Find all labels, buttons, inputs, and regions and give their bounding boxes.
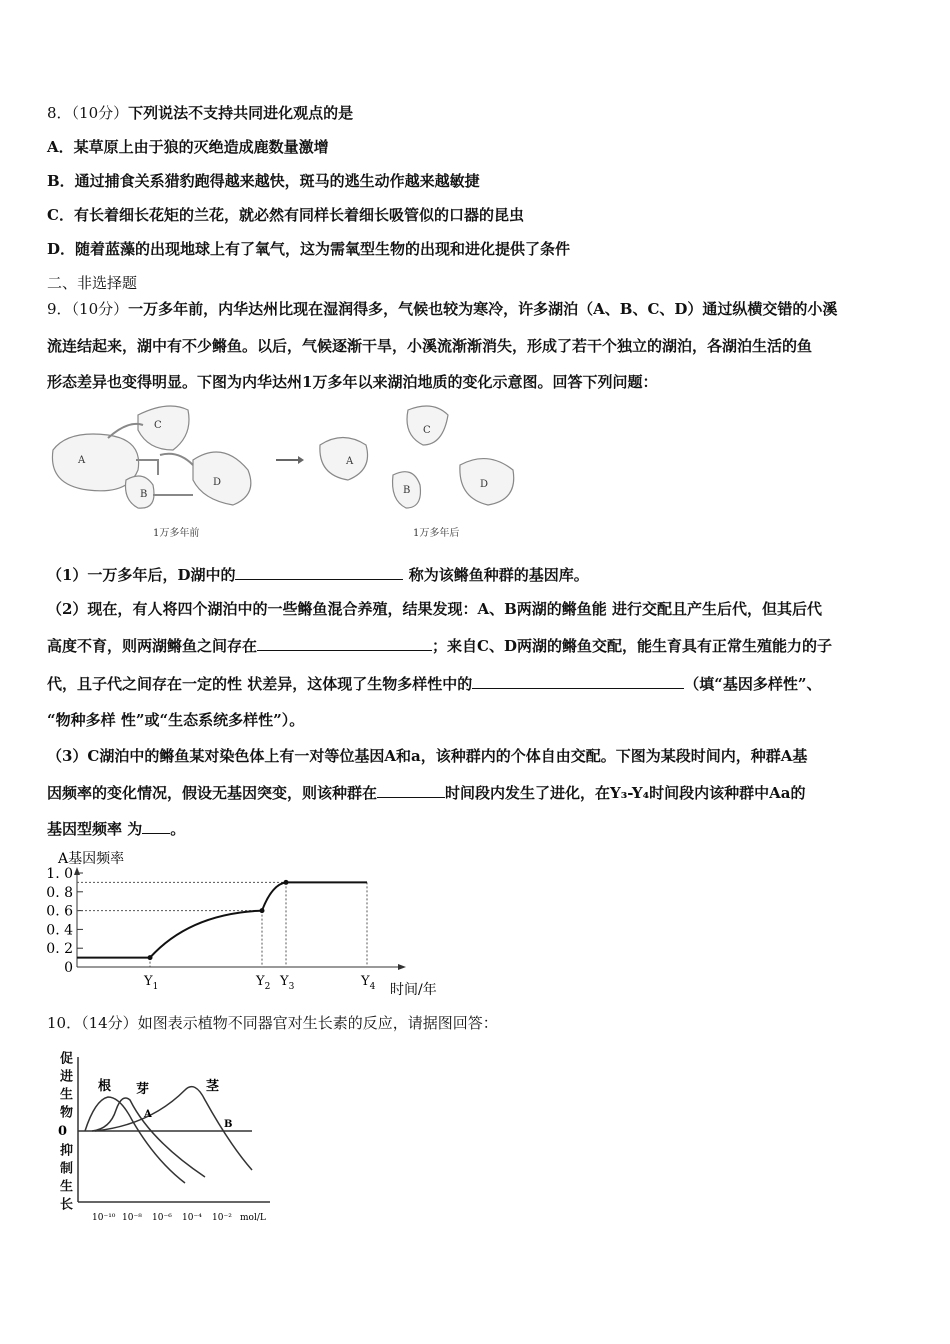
x-axis-unit: mol/L <box>240 1213 266 1223</box>
answer-blank-3[interactable] <box>472 674 684 689</box>
gene-frequency-chart <box>40 845 460 1005</box>
q10-text: 如图表示植物不同器官对生长素的反应，请据图回答： <box>137 1014 498 1032</box>
x-tick: 10⁻¹⁰ <box>92 1213 116 1223</box>
x-tick: 10⁻² <box>212 1213 232 1223</box>
q9-part2-line4: “物种多样 性”或“生态系统多样性”）。 <box>47 711 305 729</box>
legend-stem: 茎 <box>206 1079 220 1094</box>
q9-line2: 流连结起来，湖中有不少鳉鱼。以后，气候逐渐干旱，小溪流渐渐消失，形成了若干个独立的湖泊，各湖泊生活的鱼 <box>47 337 813 355</box>
q9-part1 <box>47 564 907 585</box>
text: 时间段内发生了进化，在Y₃-Y₄时间段内该种群中Aa的 <box>445 784 806 802</box>
lake-label-a: A <box>78 455 86 466</box>
lake-label-d: D <box>213 477 222 488</box>
q9-part2-line1: （2）现在，有人将四个湖泊中的一些鳉鱼混合养殖，结果发现：A、B两湖的鳉鱼能 进行交配且产生后代，但其后代 <box>47 600 822 618</box>
q8-stem <box>47 102 907 123</box>
caption-before: 1万多年前 <box>153 528 200 539</box>
q9-text: 一万多年前，内华达州比现在湿润得多，气候也较为寒冷，许多湖泊（A、B、C、D）通过纵横交错的小溪 <box>128 300 838 318</box>
q9-part3-line1: （3）C湖泊中的鳉鱼某对染色体上有一对等位基因A和a，该种群内的个体自由交配。下图为某段时间内，种群A基 <box>47 747 808 765</box>
x-tick: 10⁻⁸ <box>122 1213 142 1223</box>
x-axis-label: 时间/年 <box>390 982 437 998</box>
zero-label: 0 <box>58 1124 68 1139</box>
caption-after: 1万多年后 <box>413 528 460 539</box>
q8-option-b: B．通过捕食关系猎豹跑得越来越快，斑马的逃生动作越来越敏捷 <box>47 172 480 190</box>
x-tick: 10⁻⁴ <box>182 1213 202 1223</box>
lake-label-d2: D <box>480 479 489 490</box>
auxin-response-chart <box>40 1045 300 1230</box>
legend-root: 根 <box>98 1079 112 1094</box>
text: 代，且子代之间存在一定的性 状差异，这体现了生物多样性中的 <box>47 675 473 693</box>
data-point <box>260 908 265 913</box>
q10-stem <box>47 1012 907 1033</box>
lake-label-c: C <box>154 420 162 431</box>
answer-blank-2[interactable] <box>257 636 432 651</box>
x-axis-arrow <box>398 964 406 970</box>
q10-number: 10．（14分） <box>47 1014 138 1032</box>
arrow-head-icon <box>298 456 304 464</box>
text: 基因型频率 为 <box>47 820 143 838</box>
q8-option-c: C．有长着细长花矩的兰花，就必然有同样长着细长吸管似的口器的昆虫 <box>47 206 524 224</box>
q9-part3-line3 <box>47 818 907 839</box>
q8-text: 下列说法不支持共同进化观点的是 <box>128 104 354 122</box>
point-b-label: B <box>224 1119 233 1130</box>
y-tick-label: 0. 4 <box>46 922 73 939</box>
text: （填“基因多样性”、 <box>684 675 822 693</box>
section-heading: 二、非选择题 <box>47 274 138 292</box>
series-line <box>77 882 367 957</box>
x-tick: 10⁻⁶ <box>152 1213 172 1223</box>
y-tick-label: 0. 8 <box>46 884 73 901</box>
y-label-promote: 促进生物 <box>57 1051 72 1123</box>
q9-line1 <box>47 298 907 319</box>
y-tick-label: 1. 0 <box>46 866 73 882</box>
lake-d-before <box>193 452 251 505</box>
text: 因频率的变化情况，假设无基因突变，则该种群在 <box>47 784 378 802</box>
q9-number: 9．（10分） <box>47 300 129 318</box>
y-tick-label: 0. 6 <box>46 903 73 920</box>
data-point <box>284 880 289 885</box>
x-tick-label: $Y_3$ <box>280 974 295 992</box>
q9-line3: 形态差异也变得明显。下图为内华达州1万多年以来湖泊地质的变化示意图。回答下列问题： <box>47 373 658 391</box>
q9-part2-line3 <box>47 673 907 694</box>
answer-blank-1[interactable] <box>235 565 403 580</box>
lake-label-b2: B <box>403 485 411 496</box>
q8-option-a: A．某草原上由于狼的灭绝造成鹿数量激增 <box>47 138 329 156</box>
lake-a-after <box>320 438 368 481</box>
lake-diagram <box>48 400 548 550</box>
y-axis-label: A基因频率 <box>58 851 125 867</box>
y-axis-arrow <box>74 867 80 875</box>
q9-part3-line2 <box>47 782 907 803</box>
x-tick-label: $Y_1$ <box>144 974 159 992</box>
text: 称为该鳉鱼种群的基因库。 <box>408 566 589 584</box>
answer-blank-4[interactable] <box>377 783 445 798</box>
lake-c-before <box>138 406 189 450</box>
y-tick-label: 0. 2 <box>46 941 73 958</box>
q9-part2-line2 <box>47 635 907 656</box>
lake-label-b: B <box>140 489 148 500</box>
text: 。 <box>170 820 186 838</box>
x-tick-label: $Y_2$ <box>256 974 271 992</box>
q8-number: 8．（10分） <box>47 104 129 122</box>
data-point <box>148 955 153 960</box>
q8-option-d: D．随着蓝藻的出现地球上有了氧气，这为需氧型生物的出现和进化提供了条件 <box>47 240 571 258</box>
legend-bud: 芽 <box>136 1082 150 1097</box>
text: ；来自C、D两湖的鳉鱼交配，能生育具有正常生殖能力的子 <box>432 637 832 655</box>
y-label-inhibit: 抑制生长 <box>57 1143 72 1215</box>
lake-label-a2: A <box>346 456 354 467</box>
y-tick-label: 0 <box>64 960 73 976</box>
text: （1）一万多年后，D湖中的 <box>47 566 236 584</box>
point-a-label: A <box>144 1109 152 1120</box>
lake-label-c2: C <box>423 425 431 436</box>
text: 高度不育，则两湖鳉鱼之间存在 <box>47 637 258 655</box>
x-tick-label: $Y_4$ <box>361 974 376 992</box>
answer-blank-5[interactable] <box>142 819 170 834</box>
